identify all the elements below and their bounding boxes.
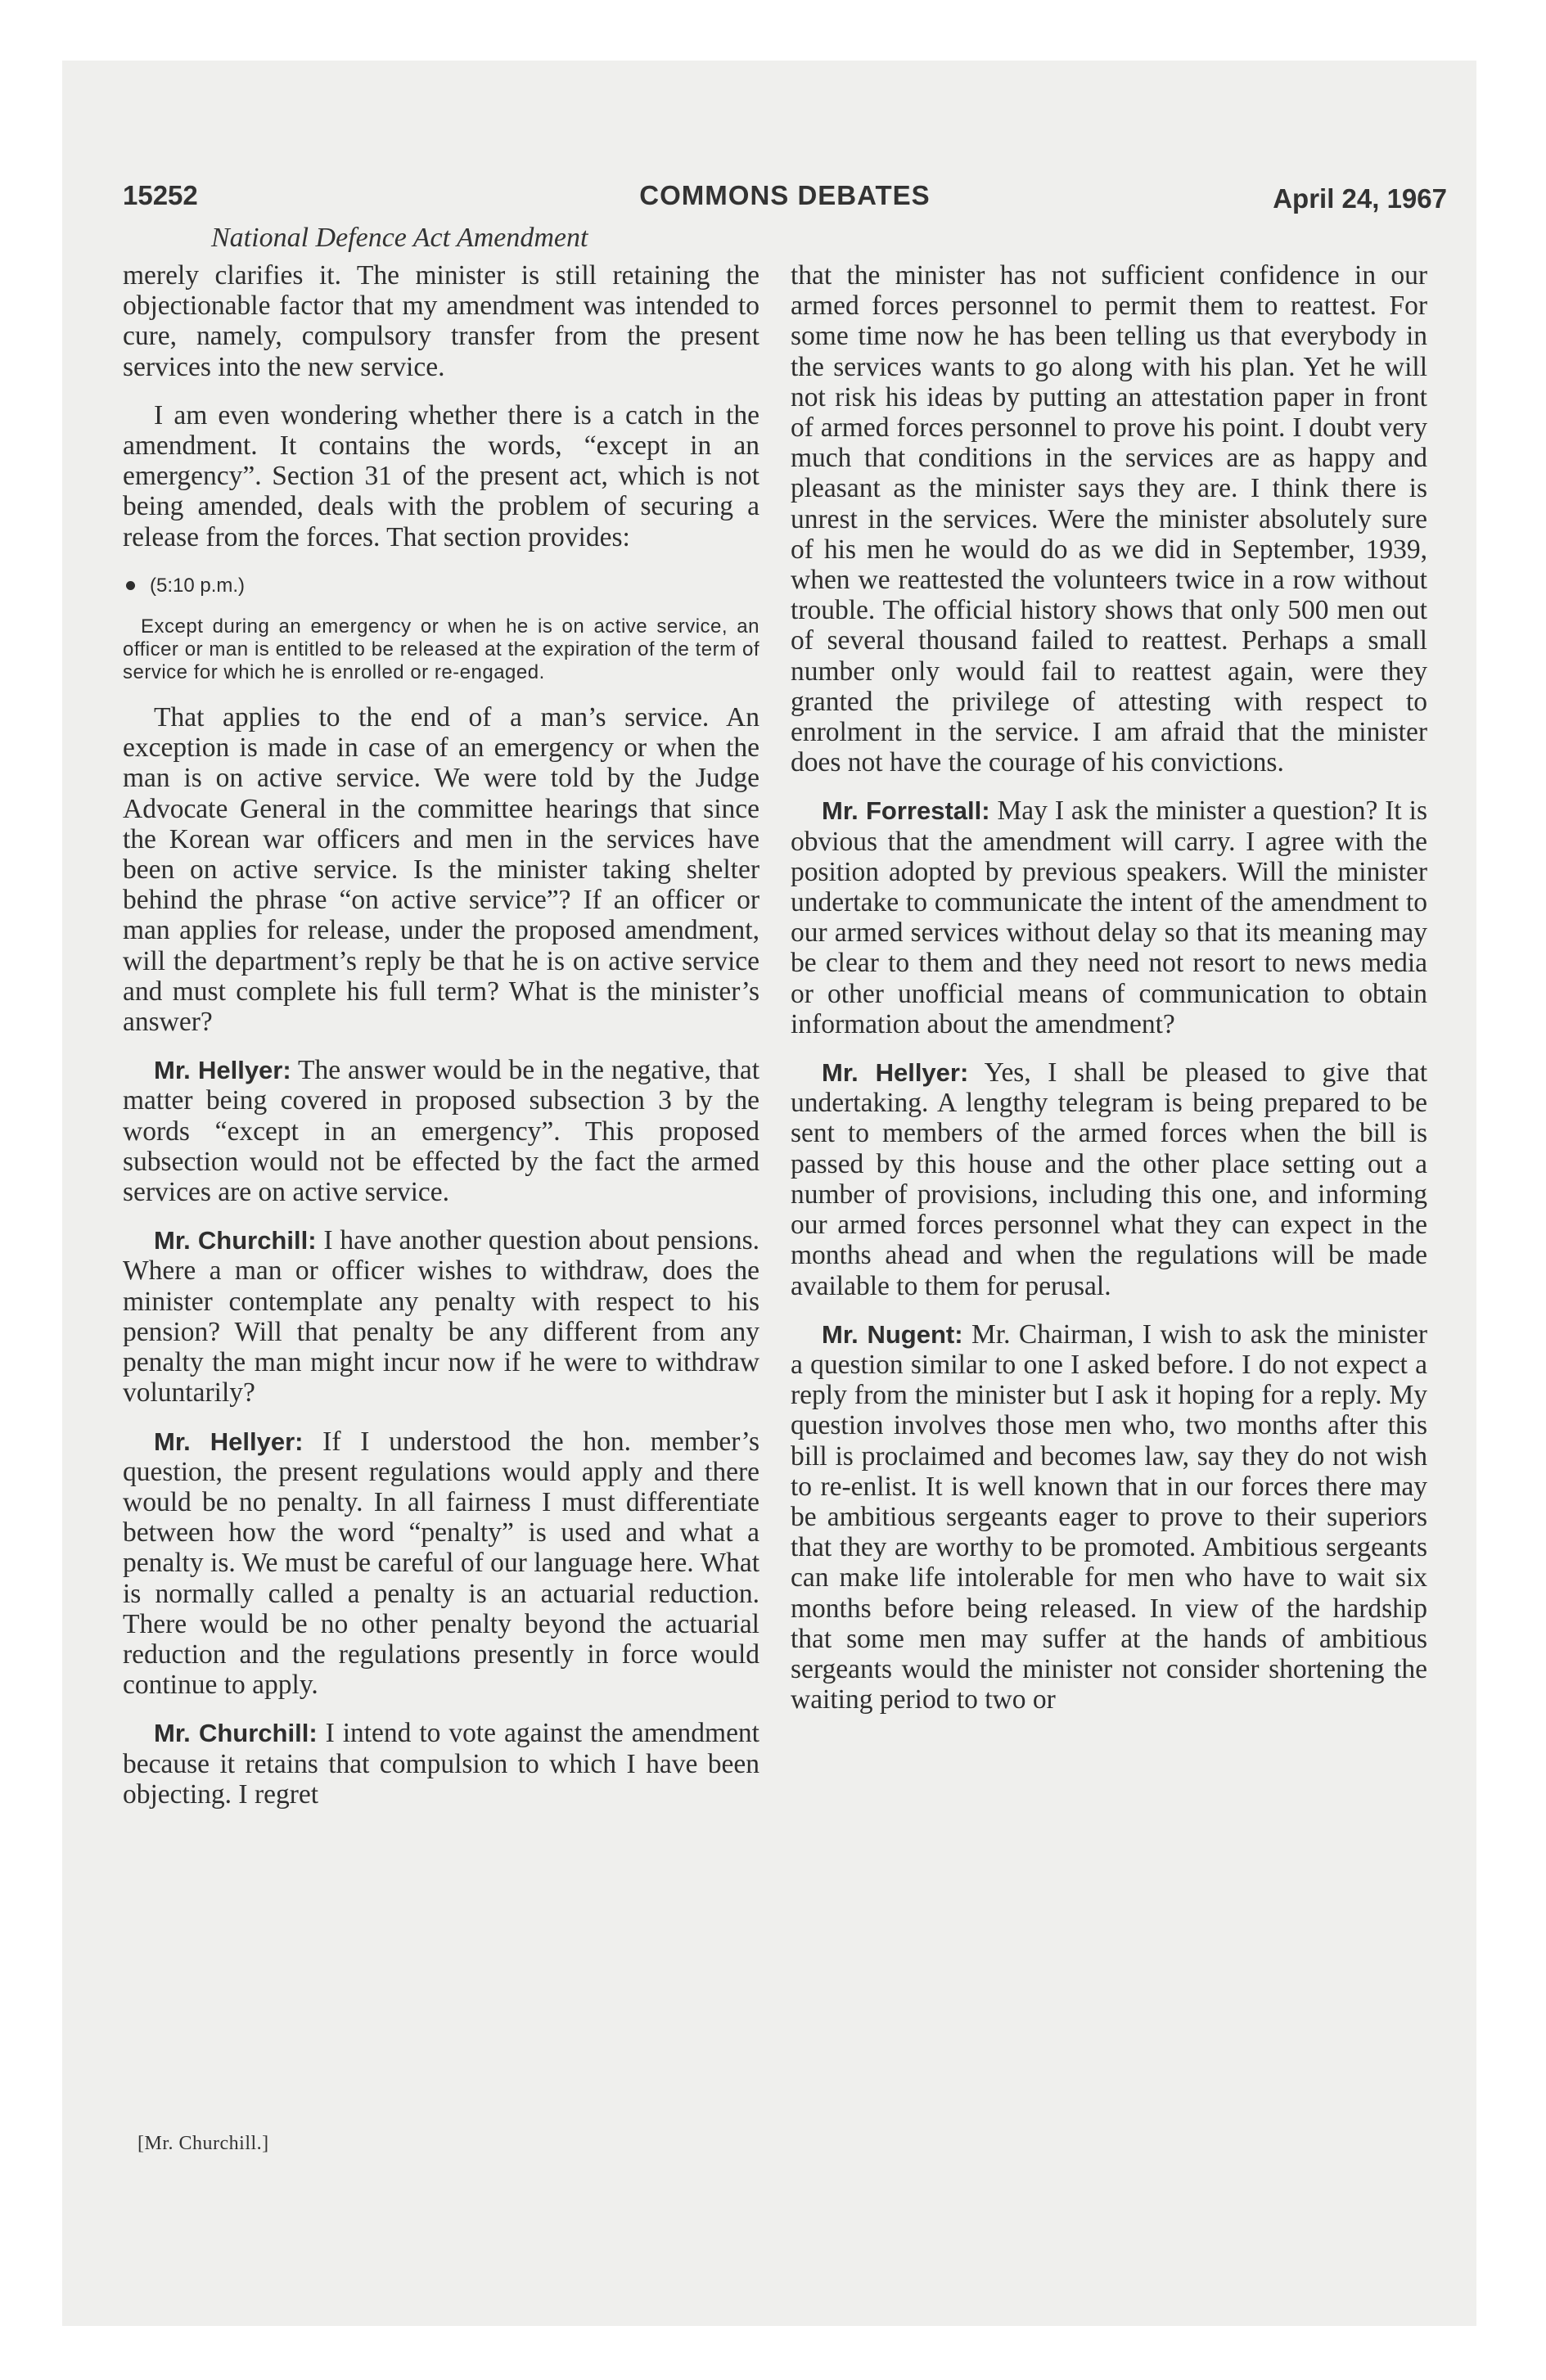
page-number: 15252 <box>123 180 198 210</box>
left-column <box>123 260 759 1828</box>
speech-text: Mr. Chairman, I wish to ask the minister a question similar to one I asked before. I do not expect a reply from the minister but I ask it hoping for a reply. My question involves those men who, two months after this bill is proclaimed and becomes law, say they do not wish to re-enlist. It is well known that in our forces there may be ambitious sergeants eager to prove to their superiors that they are worthy to be promoted. Ambitious sergeants can make life intolerable for men who have to wait six months before being released. In view of the hardship that some men may suffer at the hands of ambitious sergeants would the minister not consider shortening the waiting period to two or <box>791 1318 1427 1715</box>
paragraph: merely clarifies it. The minister is still retaining the objectionable factor that my amendment was intended to cure, namely, compulsory transfer from the present services into the new service. <box>123 260 759 382</box>
publication-date: April 24, 1967 <box>1273 183 1447 214</box>
speech-text: I intend to vote against the amendment because it retains that compulsion to which I have been objecting. I regret <box>123 1718 759 1810</box>
paragraph: I am even wondering whether there is a catch in the amendment. It contains the words, “except in an emergency”. Section 31 of the present act, which is not being amended, deals with the problem of securing a release from the forces. That section provides: <box>123 399 759 552</box>
speaker-name: Mr. Churchill: <box>154 1719 318 1748</box>
quoted-statute: Except during an emergency or when he is on active service, an officer or man is entitled to be released at the expiration of the term of service for which he is enrolled or re-engaged. <box>123 615 759 684</box>
bullet-icon <box>126 581 135 590</box>
speaker-name: Mr. Churchill: <box>154 1226 317 1255</box>
speech <box>123 1427 759 1701</box>
speech-text: If I understood the hon. member’s question, the present regulations would apply and there would be no penalty. In all fairness I must differentiate between how the word “penalty” is used and what a penalty is. We must be careful of our language here. What is normally called a penalty is an actuarial reduction. There would be no other penalty beyond the actuarial reduction and the regulations presently in force would continue to apply. <box>123 1426 760 1701</box>
speaker-name: Mr. Forrestall: <box>822 796 990 826</box>
speech-text: The answer would be in the negative, that matter being covered in proposed subsection 3 by the words “except in an emergency”. This proposed subsection would not be effected by the fact the armed services are on active service. <box>123 1055 759 1208</box>
paragraph: That applies to the end of a man’s service. An exception is made in case of an emergency or when the man is on active service. We were told by the Judge Advocate General in the committee hearings that since the Korean war officers and men in the services have been on active service. Is the minister taking shelter behind the phrase “on active service”? If an officer or man applies for release, under the proposed amendment, will the department’s reply be that he is on active service and must complete his full term? What is the minister’s answer? <box>123 702 759 1038</box>
time-marker-text: (5:10 p.m.) <box>150 574 246 597</box>
publication-title: COMMONS DEBATES <box>639 180 931 210</box>
speech-text: I have another question about pensions. Where a man or officer wishes to withdraw, does the minister contemplate any penalty with respect to his pension? Will that penalty be any different from any penalty the man might incur now if he were to withdraw voluntarily? <box>123 1225 759 1409</box>
speech-text: Yes, I shall be pleased to give that undertaking. A lengthy telegram is being prepared to be sent to members of the armed forces when the bill is passed by this house and the other place setting out a number of provisions, including this one, and informing our armed forces personnel what they can expect in the months ahead and when the regulations will be made available to them for perusal. <box>791 1057 1427 1301</box>
speaker-name: Mr. Hellyer: <box>822 1058 969 1088</box>
speaker-name: Mr. Hellyer: <box>154 1056 291 1085</box>
speech <box>791 1057 1427 1301</box>
speech <box>791 1319 1427 1715</box>
speech <box>123 1055 759 1207</box>
speaker-name: Mr. Hellyer: <box>154 1427 304 1456</box>
speech <box>791 796 1427 1039</box>
speaker-footer: [Mr. Churchill.] <box>137 2133 269 2154</box>
speaker-name: Mr. Nugent: <box>822 1319 963 1349</box>
time-marker <box>123 570 759 601</box>
right-column <box>791 260 1427 1733</box>
speech-text: May I ask the minister a question? It is obvious that the amendment will carry. I agree with the position adopted by previous speakers. Will the minister undertake to communicate the intent of the amendment to our armed services without delay so that its meaning may be clear to them and they need not resort to news media or other unofficial means of communication to obtain information about the amendment? <box>791 796 1427 1039</box>
paragraph: that the minister has not sufficient confidence in our armed forces personnel to permit them to reattest. For some time now he has been telling us that everybody in the services wants to go along with his plan. Yet he will not risk his ideas by putting an attestation paper in front of armed forces personnel to prove his point. I doubt very much that conditions in the services are as happy and pleasant as the minister says they are. I think there is unrest in the services. Were the minister absolutely sure of his men he would do as we did in September, 1939, when we reattested the volunteers twice in a row without trouble. The official history shows that only 500 men out of several thousand failed to reattest. Perhaps a small number only would fail to reattest again, were they granted the privilege of attesting with respect to enrolment in the service. I am afraid that the minister does not have the courage of his convictions. <box>791 260 1427 778</box>
section-subtitle: National Defence Act Amendment <box>211 223 588 253</box>
speech <box>123 1225 759 1408</box>
speech <box>123 1718 759 1810</box>
page-header <box>123 180 1447 224</box>
